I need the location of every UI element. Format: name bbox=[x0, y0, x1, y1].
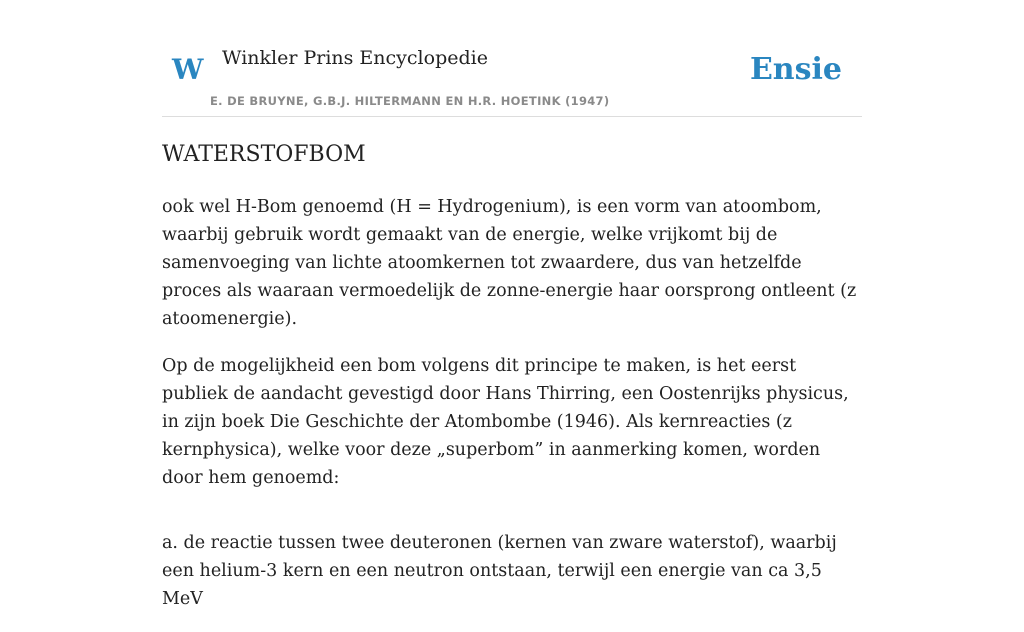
article-paragraph: Op de mogelijkheid een bom volgens dit principe te maken, is het eerst publiek de aandacht gevestigd door Hans Thirring, een Oostenrijks physicus, in zijn boek Die Geschichte der Atombombe (1946). Als kernreacties (z kernphysica), welke voor deze „superbom” in aanmerking komen, worden door hem genoemd: bbox=[162, 356, 849, 488]
article-paragraph: ook wel H-Bom genoemd (H = Hydrogenium), is een vorm van atoombom, waarbij gebruik wordt gemaakt van de energie, welke vrijkomt bij de samenvoeging van lichte atoomkernen tot zwaardere, dus van hetzelfde proces als waaraan vermoedelijk de zonne-energie haar oorsprong ontleent (z atoomenergie). bbox=[162, 197, 857, 329]
article-list-item: a. de reactie tussen twee deuteronen (kernen van zware waterstof), waarbij een helium-3 kern en een neutron ontstaan, terwijl een energie van ca 3,5 MeV bbox=[162, 533, 837, 609]
publication-title[interactable]: Winkler Prins Encyclopedie bbox=[222, 47, 488, 69]
publication-authors: E. DE BRUYNE, G.B.J. HILTERMANN EN H.R. HOETINK (1947) bbox=[210, 94, 610, 108]
site-header bbox=[162, 0, 862, 117]
ensie-brand-logo[interactable]: Ensie bbox=[749, 52, 842, 87]
article bbox=[162, 138, 862, 632]
winkler-prins-logo[interactable]: W bbox=[172, 53, 204, 86]
article-title: WATERSTOFBOM bbox=[162, 142, 366, 167]
